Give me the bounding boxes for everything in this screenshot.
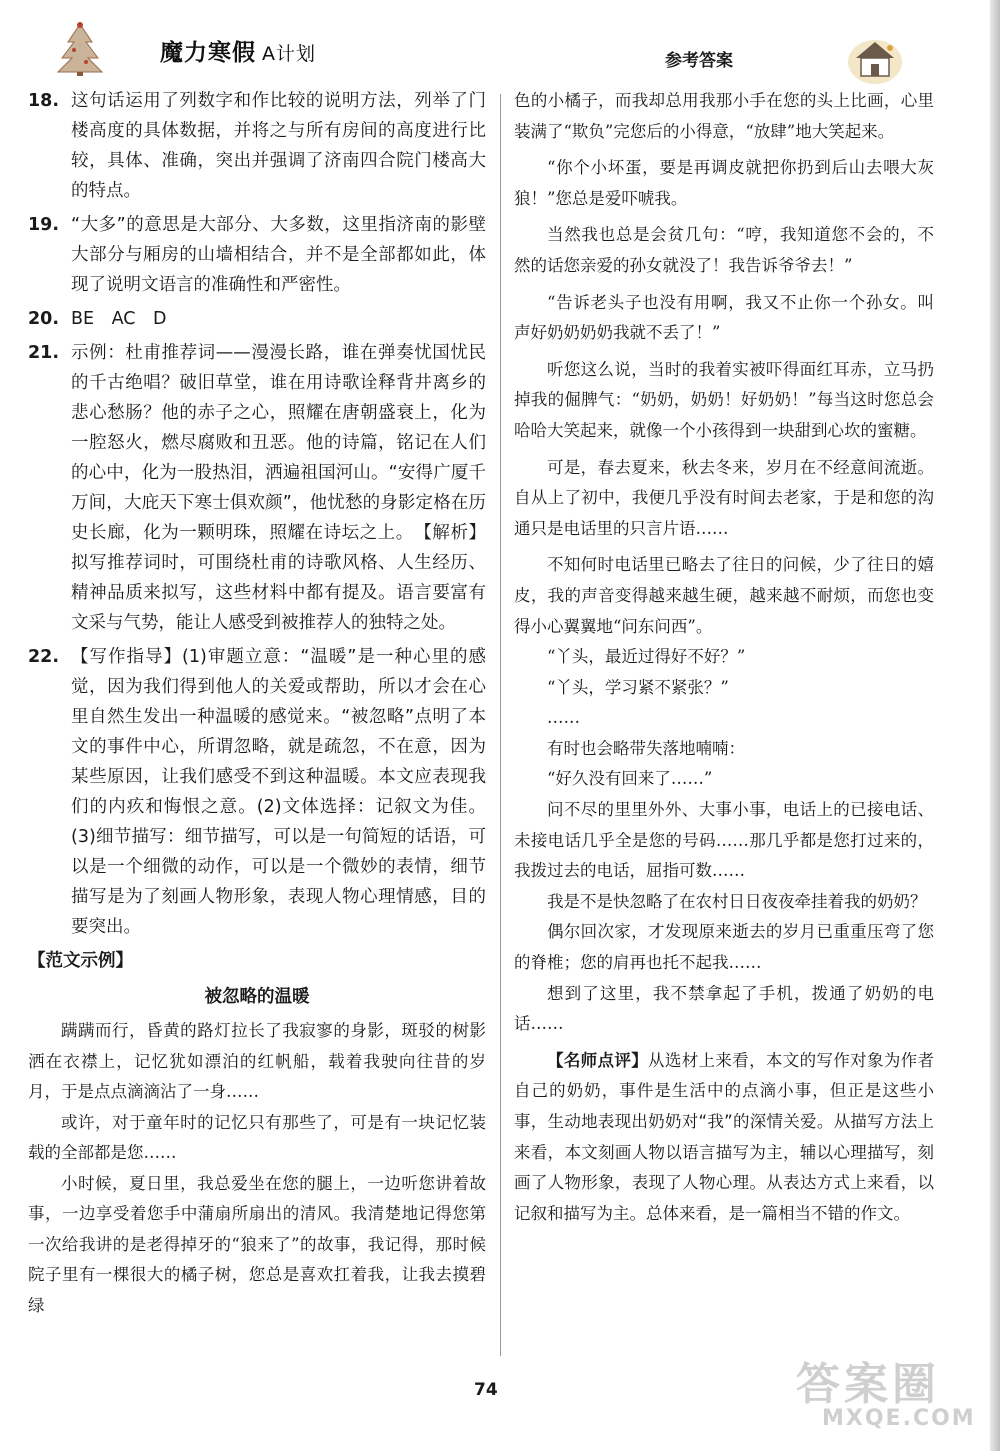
item-number: 21. <box>28 343 60 363</box>
comment-text: 从选材上来看，本文的写作对象为作者自己的奶奶，事件是生活中的点滴小事，但正是这些小事，生动地表现出奶奶对“我”的深情关爱。从描写方法上来看，本文刻画人物以语言描写为主，辅以心理描写，刻画了人物形象，表现了人物心理。从表达方式上来看，以记叙和描写为主。总体来看，是一篇相当不错的作文。 <box>514 1050 935 1223</box>
essay-paragraph: 当然我也总是会贫几句：“哼，我知道您不会的，不然的话您亲爱的孙女就没了！我告诉爷爷去！” <box>514 225 934 275</box>
answer-item-22 <box>28 642 486 942</box>
answer-section-title: 参考答案 <box>665 51 733 71</box>
brand-main: 魔力寒假 <box>160 40 256 66</box>
teacher-comment <box>514 1046 934 1230</box>
answer-item-21 <box>28 338 486 638</box>
comment-tag: 【名师点评】 <box>547 1050 649 1070</box>
watermark-text: 答案圈 <box>796 1359 940 1410</box>
page-edge-shadow <box>990 0 1000 1451</box>
essay-paragraph: …… <box>547 708 580 728</box>
essay-paragraph: 蹒蹒而行，昏黄的路灯拉长了我寂寥的身影，斑驳的树影洒在衣襟上，记忆犹如漂泊的红帆船，载着我驶向往昔的岁月，于是点点滴滴沾了一身…… <box>28 1021 486 1101</box>
essay-paragraph: 不知何时电话里已略去了往日的问候，少了往日的嬉皮，我的声音变得越来越生硬，越来越不耐烦，而您也变得小心翼翼地“问东问西”。 <box>514 555 934 636</box>
column-divider <box>500 94 501 1356</box>
essay-paragraph: 想到了这里，我不禁拿起了手机，拨通了奶奶的电话…… <box>514 983 934 1034</box>
page-number: 74 <box>474 1380 498 1400</box>
right-column <box>514 86 934 1229</box>
essay-paragraph: 偶尔回次家，才发现原来逝去的岁月已重重压弯了您的脊椎；您的肩再也托不起我…… <box>514 922 934 973</box>
essay-title: 被忽略的温暖 <box>204 987 310 1007</box>
item-text: BE AC D <box>71 309 167 329</box>
essay-paragraph: 听您这么说，当时的我着实被吓得面红耳赤，立马扔掉我的倔脾气：“奶奶，奶奶！好奶奶！”每当这时您总会哈哈大笑起来，就像一个小孩得到一块甜到心坎的蜜糖。 <box>514 359 934 440</box>
essay-paragraph: 我是不是快忽略了在农村日日夜夜牵挂着我的奶奶？ <box>547 891 927 911</box>
essay-body <box>28 1016 486 1321</box>
essay-paragraph: 问不尽的里里外外、大事小事，电话上的已接电话、未接电话几乎全是您的号码……那几乎都是您打过来的，我拨过去的电话，屈指可数…… <box>514 800 934 881</box>
christmas-tree-icon <box>50 20 110 76</box>
watermark-logo <box>796 1348 986 1444</box>
brand-sub: A计划 <box>262 43 316 65</box>
item-number: 19. <box>28 215 60 235</box>
essay-paragraph: 小时候，夏日里，我总爱坐在您的腿上，一边听您讲着故事，一边享受着您手中蒲扇所扇出的清风。我清楚地记得您第一次给我讲的是老得掉牙的“狼来了”的故事，我记得，那时候院子里有一棵很大的橘子树，您总是喜欢扛着我，让我去摸碧绿 <box>28 1173 486 1315</box>
essay-paragraph: 有时也会略带失落地喃喃： <box>547 738 745 758</box>
left-column <box>28 86 486 1321</box>
book-series-title <box>160 34 316 67</box>
item-number: 18. <box>28 91 60 111</box>
essay-paragraph: “告诉老头子也没有用啊，我又不止你一个孙女。叫声好奶奶奶奶我就不丢了！” <box>514 292 934 343</box>
item-text: “大多”的意思是大部分、大多数，这里指济南的影壁大部分与厢房的山墙相结合，并不是全部都如此，体现了说明文语言的准确性和严密性。 <box>71 215 486 295</box>
item-text: 示例：杜甫推荐词——漫漫长路，谁在弹奏忧国忧民的千古绝唱？破旧草堂，谁在用诗歌诠释背井离乡的悲心愁肠？他的赤子之心，照耀在唐朝盛衰上，化为一腔怒火，燃尽腐败和丑恶。他的诗篇，铭记在人们的心中，化为一股热泪，洒遍祖国河山。“安得广厦千万间，大庇天下寒士俱欢颜”，他忧愁的身影定格在历史长廊，化为一颗明珠，照耀在诗坛之上。 【解析】拟写推荐词时，可围绕杜甫的诗歌风格、人生经历、精神品质来拟写，这些材料中都有提及。语言要富有文采与气势，能让人感受到被推荐人的独特之处。 <box>71 343 486 633</box>
house-icon <box>846 36 904 86</box>
essay-paragraph: 或许，对于童年时的记忆只有那些了，可是有一块记忆装载的全部都是您…… <box>28 1112 486 1162</box>
essay-paragraph: 色的小橘子，而我却总用我那小手在您的头上比画，心里装满了“欺负”完您后的小得意，“放肆”地大笑起来。 <box>514 91 934 141</box>
answer-item-19 <box>28 210 486 300</box>
item-text: 【写作指导】(1)审题立意：“温暖”是一种心里的感觉，因为我们得到他人的关爱或帮助，所以才会在心里自然生发出一种温暖的感觉来。“被忽略”点明了本文的事件中心，所谓忽略，就是疏忽，不在意，因为某些原因，让我们感受不到这种温暖。本文应表现我们的内疚和悔恨之意。(2)文体选择：记叙文为佳。(3)细节描写：细节描写，可以是一句简短的话语，可以是一个细微的动作，可以是一个微妙的表情，细节描写是为了刻画人物形象，表现人物心理情感，目的要突出。 <box>71 647 486 937</box>
answer-item-18 <box>28 86 486 206</box>
sample-essay-label: 【范文示例】 <box>28 951 133 971</box>
item-number: 22. <box>28 647 60 667</box>
essay-paragraph: “你个小坏蛋，要是再调皮就把你扔到后山去喂大灰狼！”您总是爱吓唬我。 <box>514 158 934 208</box>
essay-paragraph: “丫头，学习紧不紧张？” <box>547 677 729 697</box>
page-header <box>0 0 1000 80</box>
item-text: 这句话运用了列数字和作比较的说明方法，列举了门楼高度的具体数据，并将之与所有房间的高度进行比较，具体、准确，突出并强调了济南四合院门楼高大的特点。 <box>71 91 486 201</box>
item-number: 20. <box>28 309 60 329</box>
essay-paragraph: “好久没有回来了……” <box>547 769 713 789</box>
answer-item-20 <box>28 304 486 334</box>
essay-paragraph: 可是，春去夏来，秋去冬来，岁月在不经意间流逝。自从上了初中，我便几乎没有时间去老家，于是和您的沟通只是电话里的只言片语…… <box>514 457 934 538</box>
watermark-url: MXQE.COM <box>822 1406 976 1431</box>
essay-paragraph: “丫头，最近过得好不好？” <box>547 647 746 667</box>
